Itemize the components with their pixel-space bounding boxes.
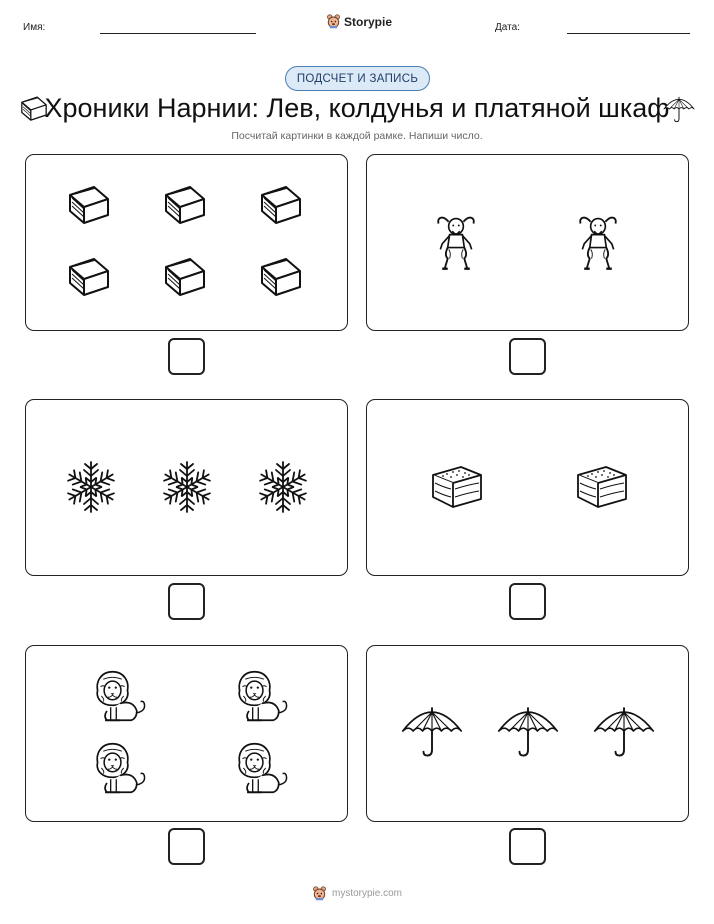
umbrella-icon (662, 94, 696, 124)
date-field[interactable] (567, 33, 690, 34)
lion-icon (92, 740, 148, 796)
count-panel-fauns (366, 154, 689, 331)
lion-icon (234, 668, 290, 724)
page-title: Хроники Нарнии: Лев, колдунья и платяной шкаф (44, 93, 670, 123)
instructions: Посчитай картинки в каждой рамке. Напиши число. (231, 130, 483, 142)
book-icon (256, 251, 306, 301)
activity-badge: ПОДСЧЕТ И ЗАПИСЬ (285, 66, 430, 91)
brand-name: Storypie (344, 14, 393, 29)
book-icon (160, 251, 210, 301)
book-icon (160, 179, 210, 229)
mascot-icon (312, 886, 327, 901)
brand-logo (326, 14, 392, 29)
name-field[interactable] (100, 33, 256, 34)
snowflake-icon (253, 457, 313, 517)
umbrella-icon (591, 702, 657, 760)
count-panel-books (25, 154, 348, 331)
date-label: Дата: (495, 22, 520, 33)
umbrella-icon (495, 702, 561, 760)
footer-site: mystorypie.com (331, 888, 402, 899)
page-footer (0, 886, 714, 901)
count-panel-turkish-delight (366, 399, 689, 576)
mascot-icon (326, 14, 341, 29)
book-icon (64, 179, 114, 229)
snowflake-icon (157, 457, 217, 517)
turkish-delight-icon (572, 460, 632, 512)
answer-box-books[interactable] (168, 338, 205, 375)
umbrella-icon (399, 702, 465, 760)
book-icon (256, 179, 306, 229)
lion-icon (234, 740, 290, 796)
count-panel-snowflakes (25, 399, 348, 576)
answer-box-lions[interactable] (168, 828, 205, 865)
answer-box-fauns[interactable] (509, 338, 546, 375)
faun-icon (575, 207, 621, 277)
lion-icon (92, 668, 148, 724)
answer-box-umbrellas[interactable] (509, 828, 546, 865)
turkish-delight-icon (427, 460, 487, 512)
worksheet-header (0, 14, 714, 38)
count-panel-lions (25, 645, 348, 822)
faun-icon (433, 207, 479, 277)
answer-box-turkish-delight[interactable] (509, 583, 546, 620)
book-icon (64, 251, 114, 301)
name-label: Имя: (23, 22, 46, 33)
count-panel-umbrellas (366, 645, 689, 822)
answer-box-snowflakes[interactable] (168, 583, 205, 620)
snowflake-icon (61, 457, 121, 517)
